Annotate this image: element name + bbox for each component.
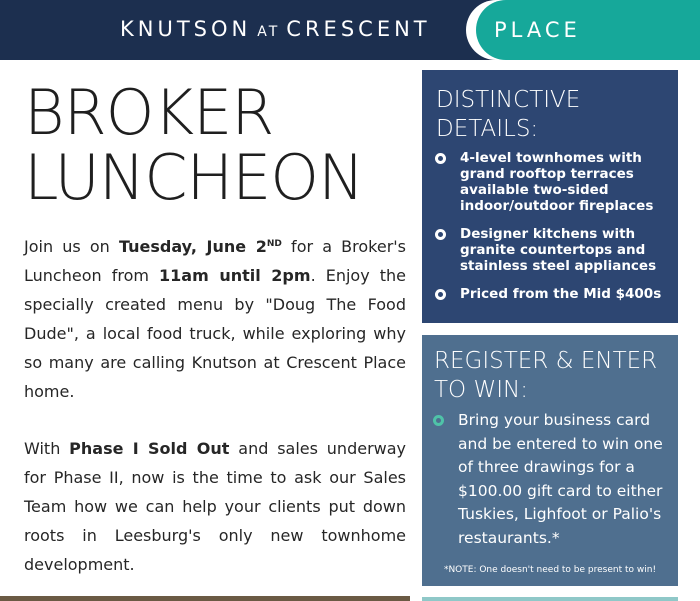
brand-mid: CRESCENT	[286, 17, 431, 41]
register-list	[432, 409, 672, 550]
bullet-icon	[435, 229, 446, 240]
details-item-text: Designer kitchens with granite countertops and stainless steel appliances	[460, 226, 657, 274]
phase-text-2: and sales underway for Phase II, now is the time to ask our Sales Team how we can help your clients put down roots in Leesburg's only new townhome development.	[24, 439, 407, 574]
intro-text-2: for a Broker's Luncheon from	[24, 237, 406, 285]
photo-strip	[0, 596, 410, 601]
bullet-icon	[435, 153, 446, 164]
intro-paragraph	[24, 230, 406, 406]
event-time: 11am until 2pm	[159, 266, 311, 285]
details-title	[436, 86, 580, 144]
details-title-line-2: DETAILS:	[436, 116, 539, 142]
register-note: *NOTE: One doesn't need to be present to win!	[443, 565, 657, 575]
list-item	[434, 226, 670, 274]
brand-main: KNUTSON	[120, 17, 252, 41]
header-banner	[0, 0, 700, 60]
register-item-text: Bring your business card and be entered to win one of three drawings for a $100.00 gift card to either Tuskies, Lighfoot or Palio's restaurants.*	[458, 411, 663, 547]
title-line-1: BROKER	[24, 76, 274, 149]
register-title-line-2: TO WIN:	[434, 377, 528, 403]
details-item-text: Priced from the Mid $400s	[460, 286, 662, 302]
date-suffix: ND	[266, 239, 282, 249]
details-panel	[422, 70, 678, 323]
register-title-line-1: REGISTER & ENTER	[434, 348, 658, 374]
register-panel	[422, 335, 678, 586]
intro-text-3: . Enjoy the specially created menu by "Doug The Food Dude", a local food truck, while exploring why so many are calling Knutson at Crescent Place home.	[24, 266, 407, 401]
details-list	[434, 150, 670, 314]
register-title	[434, 347, 657, 405]
list-item	[434, 286, 670, 302]
bullet-icon	[435, 289, 446, 300]
phase-text-1: With	[24, 439, 70, 458]
brand-wordmark	[120, 17, 431, 41]
details-item-text: 4-level townhomes with grand rooftop terraces available two-sided indoor/outdoor fireplaces	[460, 150, 654, 214]
brand-at: AT	[257, 24, 281, 40]
title-line-2: LUNCHEON	[24, 141, 364, 214]
phase-sold-out: Phase I Sold Out	[69, 439, 230, 458]
phase-paragraph	[24, 434, 406, 579]
details-title-line-1: DISTINCTIVE	[436, 87, 581, 113]
page-title	[24, 76, 364, 214]
panel-bottom-strip	[422, 597, 678, 601]
event-date: Tuesday, June 2	[118, 237, 267, 256]
list-item	[432, 409, 672, 550]
bullet-icon	[433, 415, 444, 426]
intro-text-1: Join us on	[24, 237, 119, 256]
list-item	[434, 150, 670, 214]
brand-place: PLACE	[494, 18, 581, 42]
